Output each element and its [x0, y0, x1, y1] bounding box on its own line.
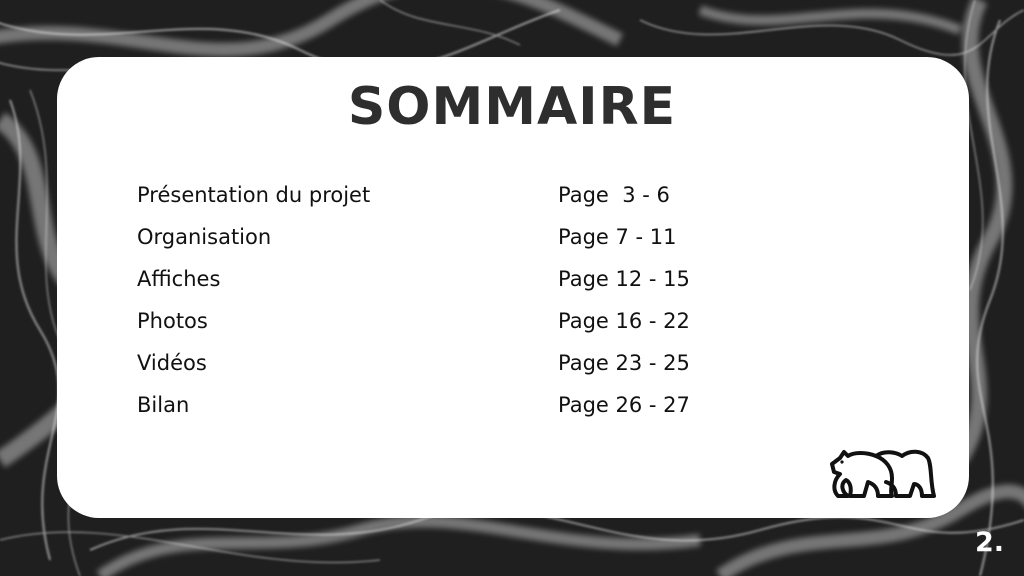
- toc-row: [137, 342, 837, 384]
- toc-label: Organisation: [137, 225, 272, 249]
- toc-row: [137, 216, 837, 258]
- table-of-contents: [137, 174, 837, 426]
- toc-pages: Page 12 - 15: [558, 267, 690, 291]
- toc-pages: Page 26 - 27: [558, 393, 690, 417]
- page-number: 2.: [974, 527, 1004, 558]
- toc-row: [137, 384, 837, 426]
- toc-label: Présentation du projet: [137, 183, 371, 207]
- bears-logo-icon: [826, 442, 938, 502]
- toc-label: Vidéos: [137, 351, 207, 375]
- toc-row: [137, 174, 837, 216]
- slide-title: SOMMAIRE: [347, 77, 677, 137]
- toc-row: [137, 258, 837, 300]
- toc-pages: Page 23 - 25: [558, 351, 690, 375]
- toc-pages: Page 7 - 11: [558, 225, 677, 249]
- toc-label: Bilan: [137, 393, 190, 417]
- toc-pages: Page 16 - 22: [558, 309, 690, 333]
- toc-row: [137, 300, 837, 342]
- toc-label: Photos: [137, 309, 208, 333]
- toc-label: Affiches: [137, 267, 221, 291]
- toc-pages: Page 3 - 6: [558, 183, 670, 207]
